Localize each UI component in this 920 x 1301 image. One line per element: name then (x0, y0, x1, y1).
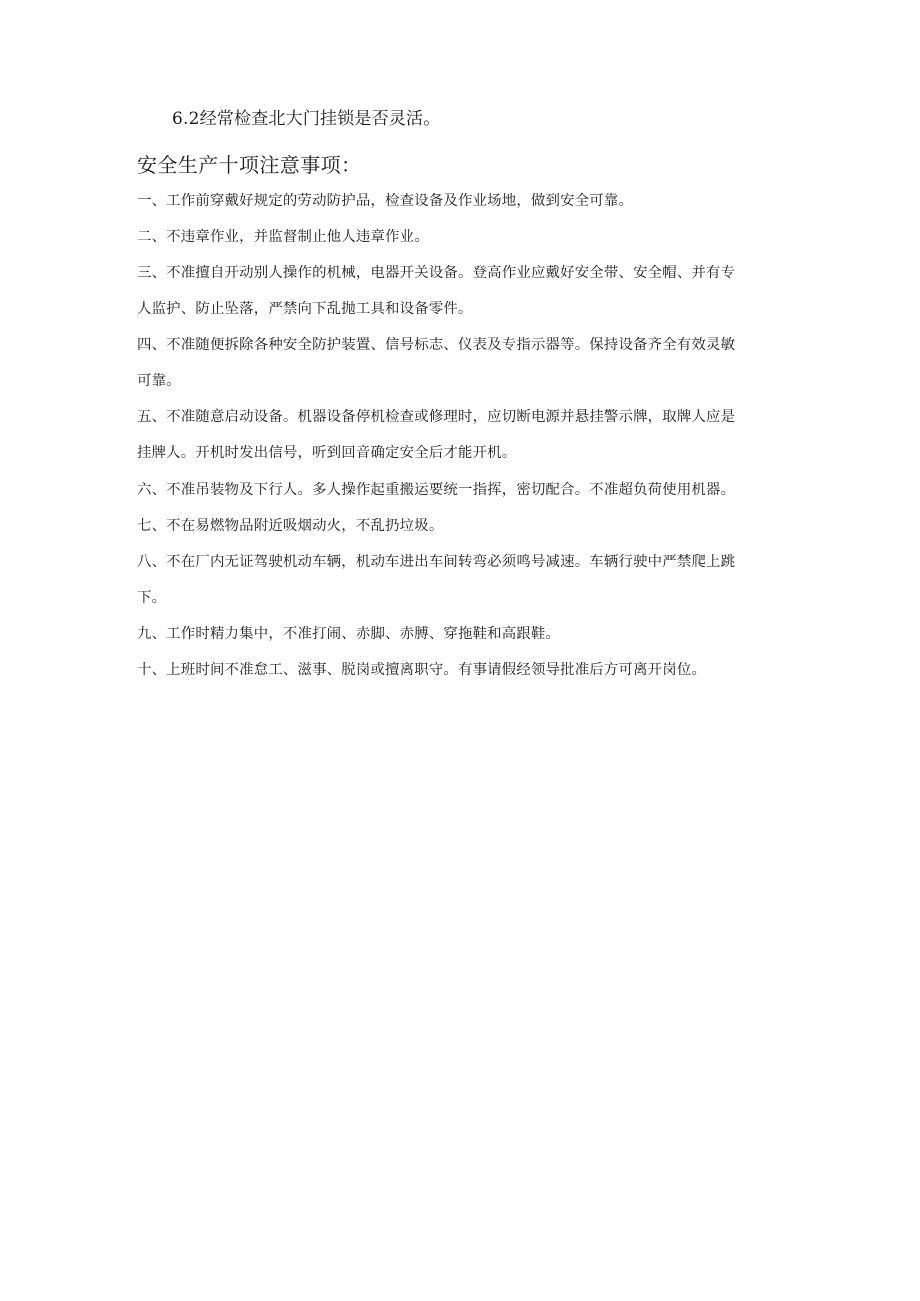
intro-item: 6.2经常检查北大门挂锁是否灵活。 (172, 109, 441, 129)
paragraph-line: 十、上班时间不准怠工、滋事、脱岗或擅离职守。有事请假经领导批准后方可离开岗位。 (137, 662, 707, 678)
paragraph-line: 人监护、防止坠落，严禁向下乱抛工具和设备零件。 (137, 301, 473, 317)
paragraph-line: 九、工作时精力集中，不准打闹、赤脚、赤膊、穿拖鞋和高跟鞋。 (137, 626, 561, 642)
paragraph-line: 五、不准随意启动设备。机器设备停机检查或修理时，应切断电源并悬挂警示牌，取牌人应是 (137, 409, 736, 425)
paragraph-line: 七、不在易燃物品附近吸烟动火，不乱扔垃圾。 (137, 518, 444, 534)
paragraph-line: 一、工作前穿戴好规定的劳动防护品，检查设备及作业场地，做到安全可靠。 (137, 193, 634, 209)
paragraph-line: 六、不准吊装物及下行人。多人操作起重搬运要统一指挥，密切配合。不准超负荷使用机器。 (137, 482, 736, 498)
paragraph-line: 三、不准擅自开动别人操作的机械，电器开关设备。登高作业应戴好安全带、安全帽、并有专 (137, 265, 736, 281)
paragraph-line: 二、不违章作业，并监督制止他人违章作业。 (137, 229, 429, 245)
paragraph-line: 可靠。 (137, 373, 181, 389)
paragraph-line: 四、不准随便拆除各种安全防护装置、信号标志、仪表及专指示器等。保持设备齐全有效灵敏 (137, 337, 736, 353)
paragraph-line: 挂牌人。开机时发出信号，听到回音确定安全后才能开机。 (137, 445, 517, 461)
paragraph-line: 八、不在厂内无证驾驶机动车辆，机动车进出车间转弯必须鸣号减速。车辆行驶中严禁爬上跳 (137, 554, 736, 570)
section-title: 安全生产十项注意事项： (137, 153, 362, 177)
paragraph-line: 下。 (137, 590, 167, 606)
